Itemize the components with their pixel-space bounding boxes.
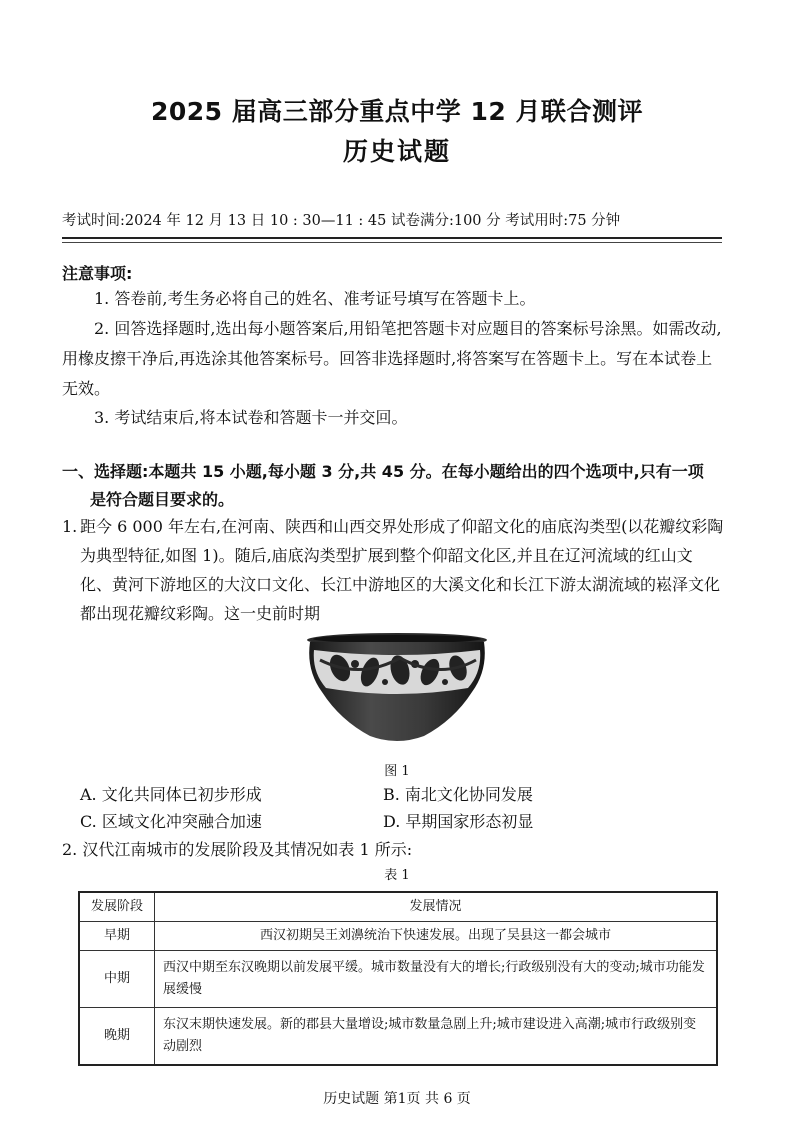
option-c: C. 区域文化冲突融合加速	[80, 812, 262, 831]
question-1-stem: 距今 6 000 年左右,在河南、陕西和山西交界处形成了仰韶文化的庙底沟类型(以花瓣纹彩陶为典型特征,如图 1)。随后,庙底沟类型扩展到整个仰韶文化区,并且在辽河流域的红山文化、黄河下游地区的大汶口文化、长江中游地区的大溪文化和长江下游太湖流域的崧泽文化都出现花瓣纹彩陶。这一史前时期	[80, 517, 724, 623]
exam-title: 2025 届高三部分重点中学 12 月联合测评	[151, 97, 643, 126]
notice-item-1: 1. 答卷前,考生务必将自己的姓名、准考证号填写在答题卡上。	[94, 289, 536, 308]
page-footer: 历史试题 第1页 共 6 页	[323, 1091, 471, 1107]
option-a: A. 文化共同体已初步形成	[80, 785, 262, 804]
table-row	[79, 951, 717, 1008]
notice-heading: 注意事项:	[62, 264, 133, 283]
table-cell-desc: 东汉末期快速发展。新的郡县大量增设;城市数量急剧上升;城市建设进入高潮;城市行政级别变动剧烈	[155, 1008, 718, 1066]
table-cell-stage: 晚期	[79, 1008, 155, 1066]
section-heading-line-1: 一、选择题:本题共 15 小题,每小题 3 分,共 45 分。在每小题给出的四个选项中,只有一项	[62, 462, 704, 481]
figure-caption: 图 1	[384, 764, 410, 779]
table-cell-stage: 早期	[79, 922, 155, 951]
section-heading-line-2: 是符合题目要求的。	[90, 490, 235, 509]
header-divider-thick	[62, 237, 722, 239]
table-cell-stage: 中期	[79, 951, 155, 1008]
header-divider-thin	[62, 242, 722, 243]
subject-title: 历史试题	[342, 137, 451, 166]
table-header-stage: 发展阶段	[79, 892, 155, 922]
exam-info: 考试时间:2024 年 12 月 13 日 10 : 30—11 : 45 试卷满分:100 分 考试用时:75 分钟	[62, 213, 621, 229]
notice-item-2: 2. 回答选择题时,选出每小题答案后,用铅笔把答题卡对应题目的答案标号涂黑。如需改动,用橡皮擦干净后,再选涂其他答案标号。回答非选择题时,将答案写在答题卡上。写在本试卷上无效。	[62, 319, 722, 398]
table-header-desc: 发展情况	[155, 892, 718, 922]
table-row	[79, 1008, 717, 1066]
table-caption: 表 1	[384, 868, 410, 883]
section-heading	[62, 458, 722, 514]
bowl-opening	[313, 635, 481, 643]
option-d: D. 早期国家形态初显	[383, 812, 534, 831]
option-b: B. 南北文化协同发展	[383, 785, 533, 804]
table-row	[79, 922, 717, 951]
painted-pottery-bowl-figure	[300, 630, 494, 748]
notice-item-3: 3. 考试结束后,将本试卷和答题卡一并交回。	[94, 408, 408, 427]
city-development-table	[78, 891, 718, 1066]
question-1	[62, 512, 724, 628]
question-2-stem: 2. 汉代江南城市的发展阶段及其情况如表 1 所示:	[62, 840, 413, 859]
table-cell-desc: 西汉初期吴王刘濞统治下快速发展。出现了吴县这一都会城市	[155, 922, 718, 951]
table-header-row	[79, 892, 717, 922]
table-cell-desc: 西汉中期至东汉晚期以前发展平缓。城市数量没有大的增长;行政级别没有大的变动;城市功能发展缓慢	[155, 951, 718, 1008]
question-1-number: 1.	[62, 517, 78, 536]
